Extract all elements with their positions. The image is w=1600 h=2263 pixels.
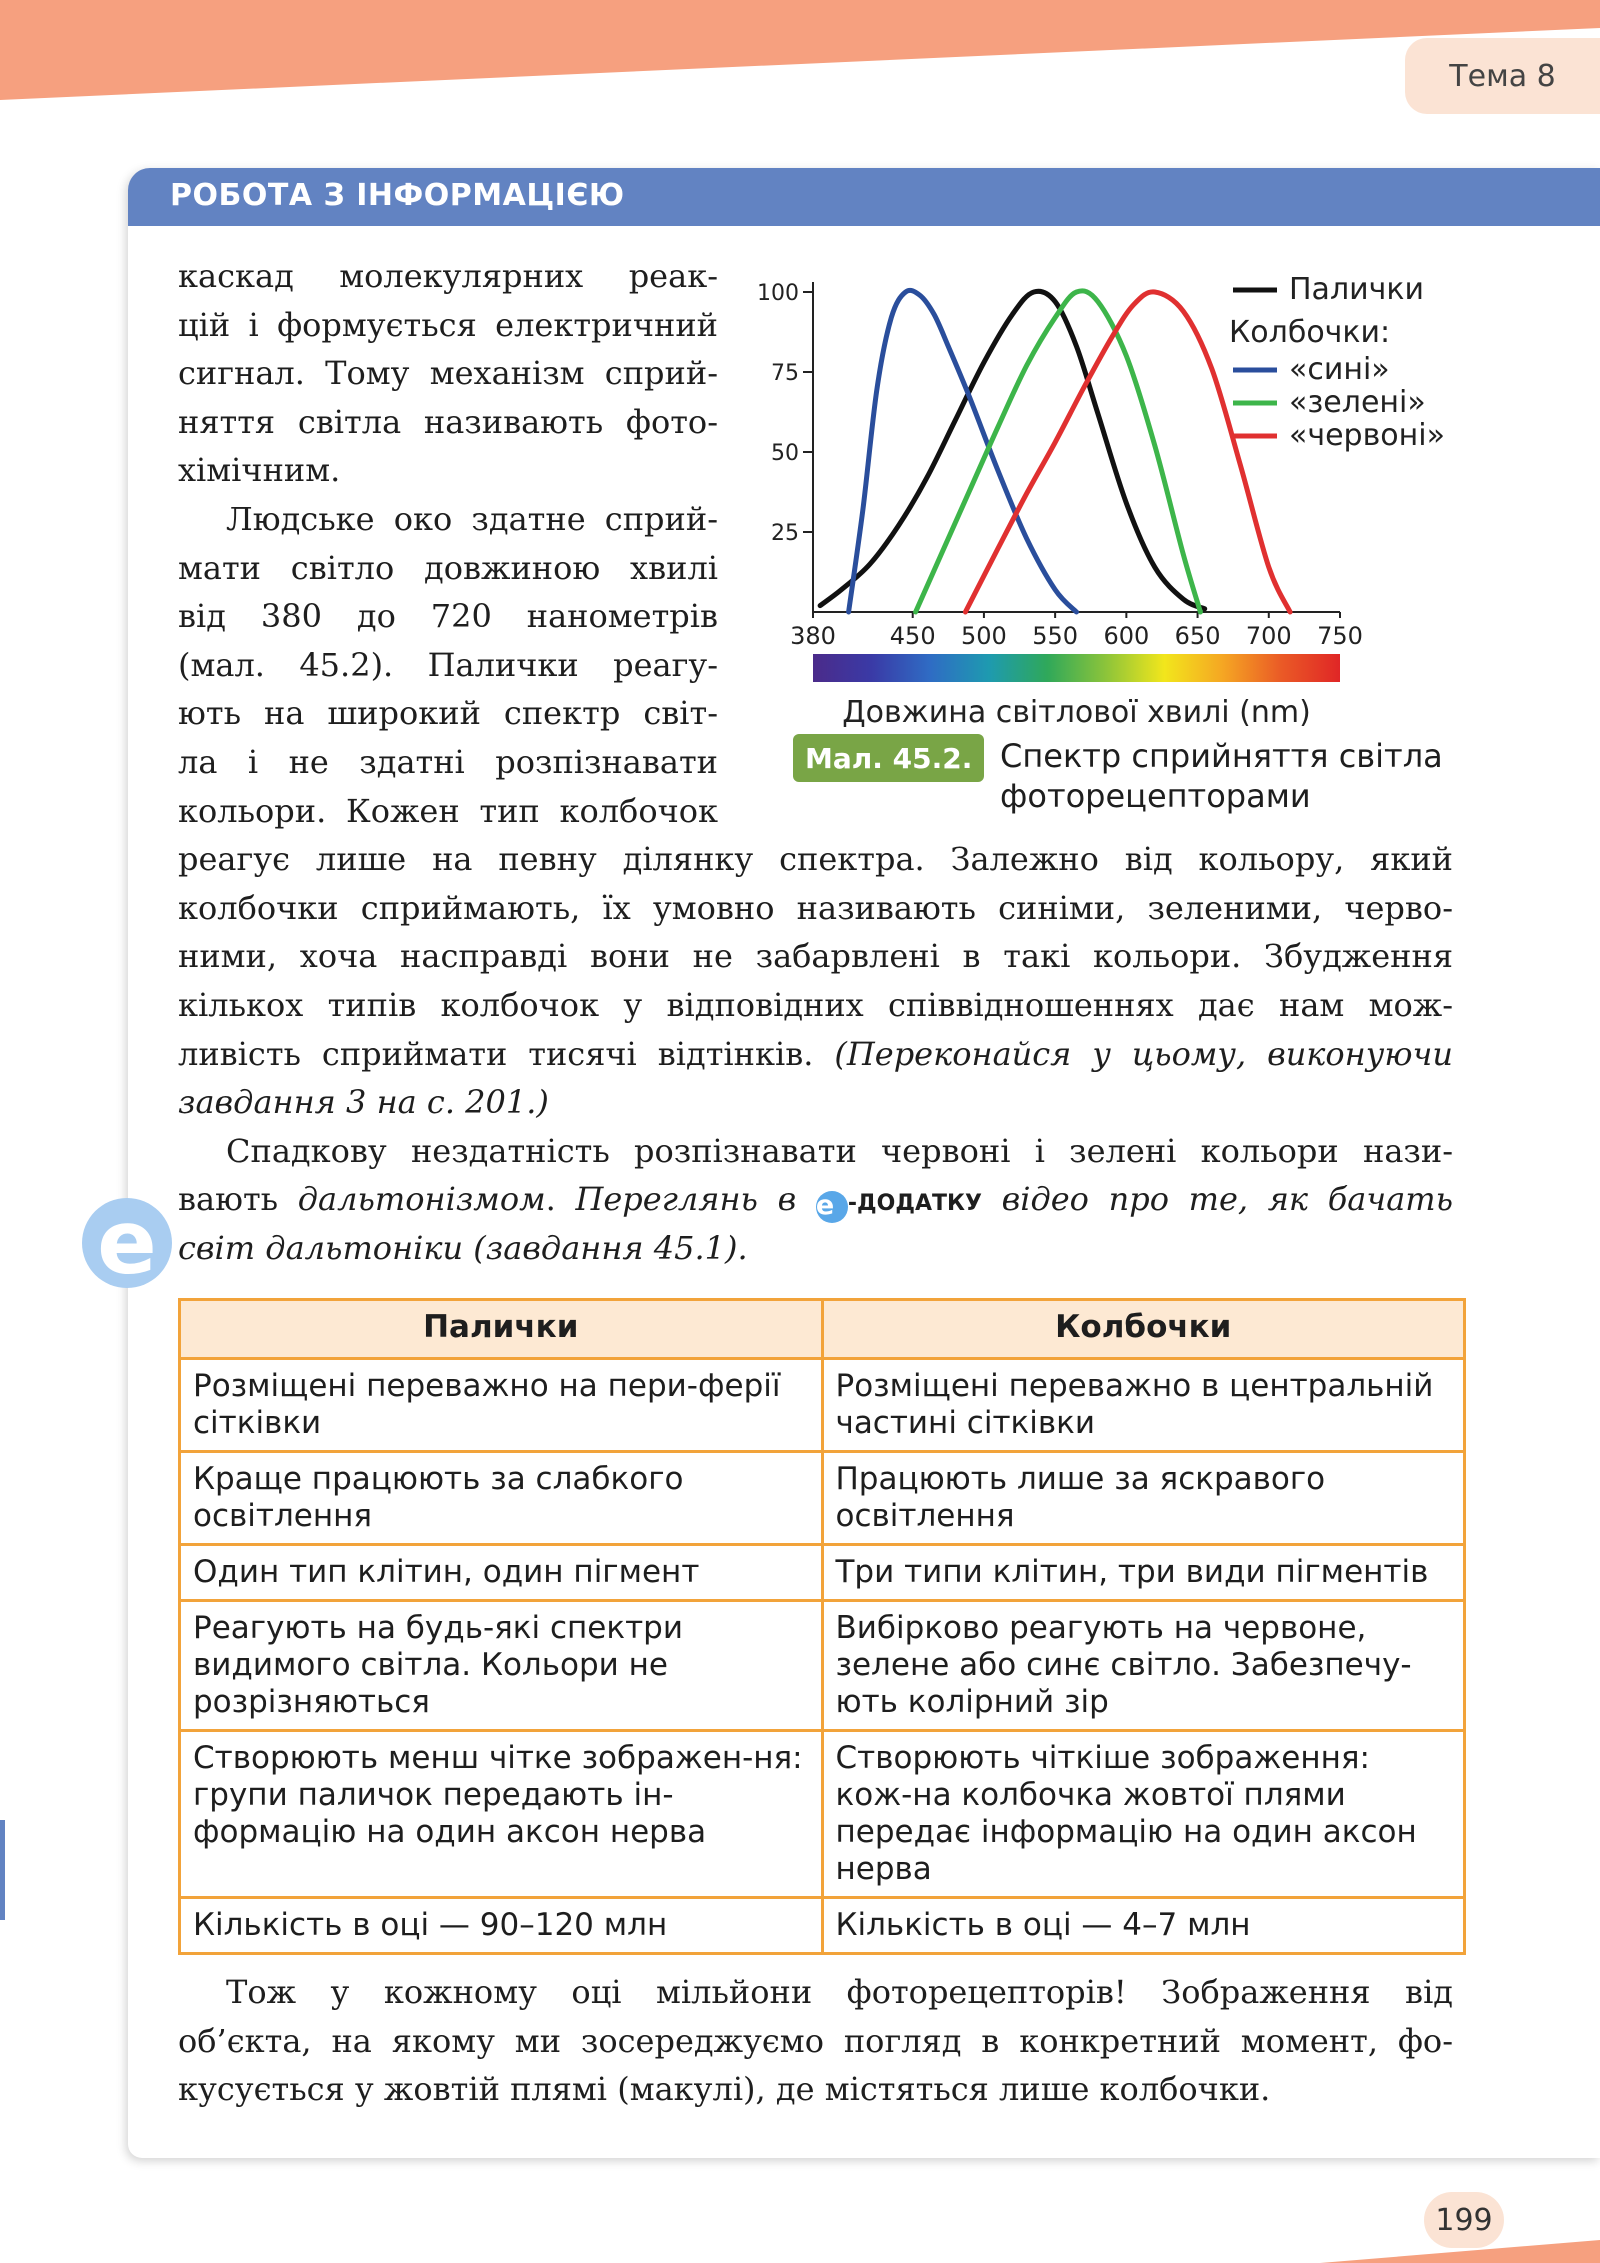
chart-legend	[1229, 272, 1445, 453]
page-number: 199	[1424, 2192, 1504, 2248]
table-cell: Реагують на будь-які спектри видимого світла. Кольори не розрізняються	[180, 1601, 823, 1731]
text-line: кусується у жовтій плямі (макулі), де містяться лише колбочки.	[178, 2070, 1271, 2108]
table-cell: Три типи клітин, три види пігментів	[822, 1545, 1465, 1601]
rods-curve	[820, 291, 1205, 608]
table-cell: Розміщені переважно на пери-ферії сітківки	[180, 1359, 823, 1452]
table-cell: Працюють лише за яскравого освітлення	[822, 1452, 1465, 1545]
y-tick-label: 75	[771, 361, 799, 386]
text-line-mixed	[178, 1030, 1453, 1079]
table-row	[180, 1452, 1465, 1545]
table-cell: Розміщені переважно в центральній частині сітківки	[822, 1359, 1465, 1452]
text-line: ють на широкий спектр світ-	[178, 694, 718, 732]
text-line: від 380 до 720 нанометрів	[178, 597, 718, 635]
text-regular: вають	[178, 1180, 279, 1218]
e-addon-icon: e	[816, 1191, 848, 1223]
legend-blue-label: «сині»	[1289, 352, 1390, 387]
e-addon-link[interactable]	[815, 1180, 982, 1221]
y-tick-label: 25	[771, 521, 799, 546]
header-cones: Колбочки	[822, 1300, 1465, 1359]
table-cell: Створюють менш чітке зображен-ня: групи паличок передають ін-формацію на один аксон нерва	[180, 1731, 823, 1898]
text-line: мати світло довжиною хвилі	[178, 549, 718, 587]
figure-label: Мал. 45.2.	[793, 734, 984, 782]
x-tick-label: 750	[1317, 622, 1363, 650]
text-line: кольори. Кожен тип колбочок	[178, 792, 718, 830]
section-title: РОБОТА З ІНФОРМАЦІЄЮ	[170, 178, 625, 213]
rods-cones-table	[178, 1298, 1466, 1955]
x-tick-label: 500	[961, 622, 1007, 650]
task-reference: завдання 3 на с. 201.)	[178, 1083, 549, 1121]
e-addon-margin-icon[interactable]: e	[82, 1198, 172, 1288]
text-line: (мал. 45.2). Палички реагу-	[178, 646, 718, 684]
spectrum-band	[813, 654, 1340, 682]
topic-tab	[1405, 38, 1600, 114]
table-row	[180, 1545, 1465, 1601]
text-line: колбочки сприймають, їх умовно називають синіми, зеленими, черво-	[178, 889, 1453, 927]
green-cones-curve	[916, 291, 1201, 612]
legend-green-label: «зелені»	[1289, 385, 1426, 420]
header-band	[0, 0, 1600, 120]
text-line: кількох типів колбочок у відповідних співвідношеннях дає нам мож-	[178, 986, 1453, 1024]
text-line: хімічним.	[178, 451, 341, 489]
text-line: об’єкта, на якому ми зосереджуємо погляд в конкретний момент, фо-	[178, 2022, 1453, 2060]
x-tick-label: 600	[1103, 622, 1150, 650]
table-cell: Один тип клітин, один пігмент	[180, 1545, 823, 1601]
table-cell: Краще працюють за слабкого освітлення	[180, 1452, 823, 1545]
x-tick-label: 550	[1032, 622, 1079, 650]
text-italic: Переглянь в	[575, 1180, 797, 1218]
text-line: сигнал. Тому механізм сприй-	[178, 354, 718, 392]
text-italic: відео про те, як бачать	[1001, 1180, 1454, 1218]
text-line: Тож у кожному оці мільйони фоторецепторів! Зображення від	[226, 1973, 1453, 2011]
text-line: ла і не здатні розпізнавати	[178, 743, 718, 781]
table-row	[180, 1731, 1465, 1898]
text-line: Людське око здатне сприй-	[226, 500, 718, 538]
y-tick-label: 100	[757, 281, 799, 306]
x-tick-label: 650	[1174, 622, 1221, 650]
text-line: няття світла називають фото-	[178, 403, 718, 441]
table-row	[180, 1359, 1465, 1452]
term-text: дальтонізмом	[297, 1180, 546, 1218]
text-regular: ливість сприймати тисячі відтінків.	[178, 1035, 814, 1073]
x-tick-label: 380	[790, 622, 836, 650]
table-row	[180, 1601, 1465, 1731]
text-line: цій і формується електричний	[178, 306, 718, 344]
text-line: ними, хоча насправді вони не забарвлені в такі кольори. Збудження	[178, 937, 1453, 975]
chart-series	[820, 290, 1290, 612]
text-italic-reference: (Переконайся у цьому, виконуючи	[834, 1035, 1454, 1073]
spectrum-chart	[748, 260, 1468, 730]
term-dot: .	[545, 1180, 556, 1218]
x-axis-label: Довжина світлової хвилі (nm)	[842, 695, 1311, 730]
text-line: Спадкову нездатність розпізнавати червоні і зелені кольори нази-	[226, 1132, 1453, 1170]
legend-heading: Колбочки:	[1229, 315, 1391, 350]
table-cell: Вибірково реагують на червоне, зелене або синє світло. Забезпечу-ють колірний зір	[822, 1601, 1465, 1731]
x-tick-label: 450	[889, 622, 936, 650]
text-line-italic	[178, 1078, 1453, 1127]
x-tick-label: 700	[1245, 622, 1292, 650]
y-tick-label: 50	[771, 441, 799, 466]
term-daltonism	[298, 1180, 556, 1218]
left-edge-stripe	[0, 1820, 5, 1920]
figure-caption: Спектр сприйняття світла фоторецепторами	[1000, 737, 1443, 815]
table-cell: Кількість в оці — 4–7 млн	[822, 1898, 1465, 1954]
topic-label: Тема 8	[1449, 58, 1556, 94]
legend-rods-label: Палички	[1289, 272, 1424, 307]
table-cell: Створюють чіткіше зображення: кож-на колбочка жовтої плями передає інформацію на один аксон нерва	[822, 1731, 1465, 1898]
text-line-italic	[178, 1224, 1453, 1273]
legend-red-label: «червоні»	[1289, 418, 1445, 453]
table-row	[180, 1898, 1465, 1954]
task-reference: світ дальтоніки (завдання 45.1).	[178, 1229, 748, 1267]
addon-label: -ДОДАТКУ	[847, 1191, 982, 1216]
footer-wedge	[1200, 2200, 1600, 2263]
text-line-mixed	[178, 1175, 1453, 1229]
table-header-row	[180, 1300, 1465, 1359]
header-rods: Палички	[180, 1300, 823, 1359]
text-line: реагує лише на певну ділянку спектра. Залежно від кольору, який	[178, 840, 1453, 878]
table-cell: Кількість в оці — 90–120 млн	[180, 1898, 823, 1954]
text-line: каскад молекулярних реак-	[178, 257, 718, 295]
